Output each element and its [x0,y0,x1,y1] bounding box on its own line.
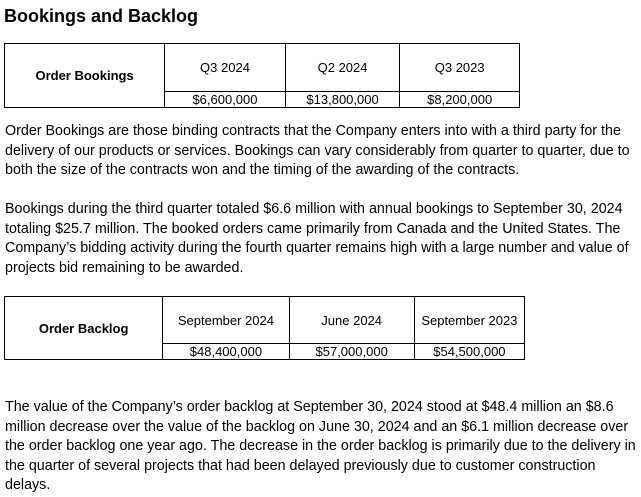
bookings-table [4,43,520,108]
backlog-table [4,296,525,360]
backlog-value-sep-2024: $48,400,000 [163,344,289,360]
bookings-period-q2-2024: Q2 2024 [285,44,400,92]
backlog-discussion-paragraph: The value of the Company’s order backlog at September 30, 2024 stood at $48.4 million an $8.6 million decrease over the value of the backlog on June 30, 2024 and an $6.1 million decrease over the order backlog one year ago. The decrease in the order backlog is primarily due to the delivery in the quarter of several projects that had been delayed previously due to customer construction delays. [5,399,636,494]
backlog-period-jun-2024: June 2024 [289,297,414,344]
bookings-period-q3-2024: Q3 2024 [165,44,286,92]
bookings-value-q3-2023: $8,200,000 [400,92,520,108]
bookings-row-label: Order Bookings [5,44,165,108]
backlog-value-sep-2023: $54,500,000 [414,344,524,360]
page-title: Bookings and Backlog [4,6,199,26]
bookings-period-q3-2023: Q3 2023 [400,44,520,92]
backlog-period-sep-2024: September 2024 [163,297,289,344]
backlog-row-label: Order Backlog [5,297,163,360]
backlog-value-jun-2024: $57,000,000 [289,344,414,360]
bookings-value-q3-2024: $6,600,000 [165,92,286,108]
bookings-discussion-paragraph: Bookings during the third quarter totaled $6.6 million with annual bookings to September 30, 2024 totaling $25.7 million. The booked orders came primarily from Canada and the United States. The Company’s bidding activity during the fourth quarter remains high with a large number and value of projects bid remaining to be awarded. [5,201,629,276]
bookings-definition-paragraph: Order Bookings are those binding contracts that the Company enters into with a third party for the delivery of our products or services. Bookings can vary considerably from quarter to quarter, due to both the size of the contracts won and the timing of the awarding of the contracts. [5,123,630,179]
backlog-period-sep-2023: September 2023 [414,297,524,344]
bookings-value-q2-2024: $13,800,000 [285,92,400,108]
